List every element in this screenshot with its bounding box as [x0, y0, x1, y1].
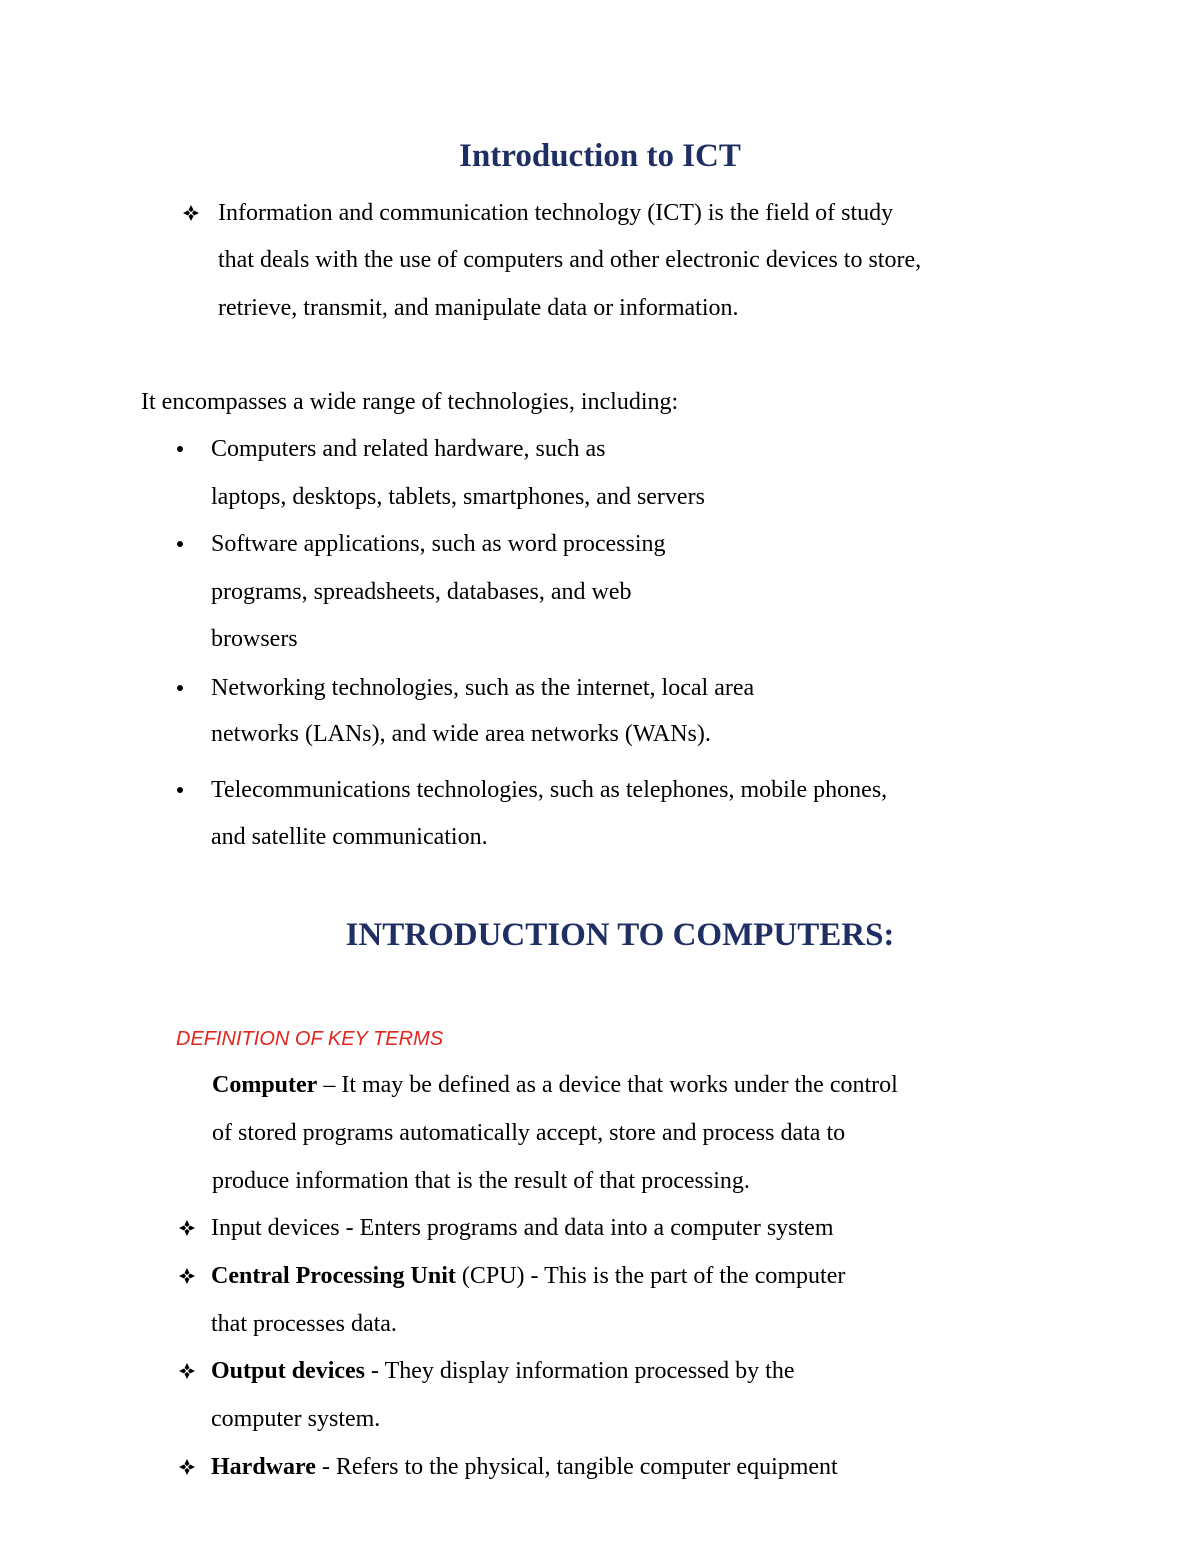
term-computer: Computer	[212, 1072, 318, 1098]
bullet-line: Computers and related hardware, such as	[211, 436, 606, 462]
bullet-line: networks (LANs), and wide area networks (WANs).	[211, 721, 711, 747]
term-output-line: computer system.	[211, 1406, 381, 1432]
term-hardware-line	[211, 1455, 838, 1479]
bullet-line: Software applications, such as word processing	[211, 531, 666, 557]
diamond-bullet-icon	[181, 203, 201, 223]
definition-line: retrieve, transmit, and manipulate data or information.	[218, 295, 739, 321]
bullet-dot-icon	[177, 685, 183, 691]
bullet-line: browsers	[211, 626, 298, 652]
bullet-line: programs, spreadsheets, databases, and web	[211, 579, 632, 605]
term-hardware-text: - Refers to the physical, tangible computer equipment	[315, 1454, 838, 1480]
term-hardware: Hardware	[211, 1454, 316, 1480]
bullet-line: Telecommunications technologies, such as telephones, mobile phones,	[211, 777, 888, 803]
term-input-devices: Input devices - Enters programs and data into a computer system	[211, 1215, 834, 1241]
diamond-bullet-icon	[177, 1266, 197, 1286]
bullet-dot-icon	[177, 541, 183, 547]
computer-definition-line: of stored programs automatically accept, store and process data to	[212, 1120, 846, 1146]
diamond-bullet-icon	[177, 1218, 197, 1238]
bullet-line: laptops, desktops, tablets, smartphones, and servers	[211, 484, 705, 510]
term-cpu: Central Processing Unit	[211, 1263, 456, 1289]
definition-line: Information and communication technology (ICT) is the field of study	[218, 200, 894, 226]
computer-definition-line: produce information that is the result of that processing.	[212, 1168, 750, 1194]
term-output-devices: Output devices	[211, 1358, 366, 1384]
diamond-bullet-icon	[177, 1457, 197, 1477]
term-output-text: - They display information processed by the	[365, 1358, 795, 1384]
term-cpu-text: (CPU) - This is the part of the computer	[455, 1263, 846, 1289]
intro-sentence: It encompasses a wide range of technologies, including:	[141, 389, 679, 415]
key-terms-heading: DEFINITION OF KEY TERMS	[176, 1028, 444, 1050]
section-title-computers: INTRODUCTION TO COMPUTERS:	[345, 917, 895, 953]
bullet-dot-icon	[177, 446, 183, 452]
section-title-ict: Introduction to ICT	[459, 138, 741, 174]
bullet-dot-icon	[177, 787, 183, 793]
diamond-bullet-icon	[177, 1361, 197, 1381]
bullet-line: and satellite communication.	[211, 824, 488, 850]
definition-line: that deals with the use of computers and other electronic devices to store,	[218, 247, 922, 273]
term-cpu-line: that processes data.	[211, 1311, 397, 1337]
term-output-line	[211, 1359, 794, 1383]
computer-definition-text: – It may be defined as a device that works under the control	[317, 1072, 898, 1098]
term-cpu-line	[211, 1264, 845, 1288]
bullet-line: Networking technologies, such as the internet, local area	[211, 675, 755, 701]
computer-definition-line	[212, 1073, 898, 1097]
